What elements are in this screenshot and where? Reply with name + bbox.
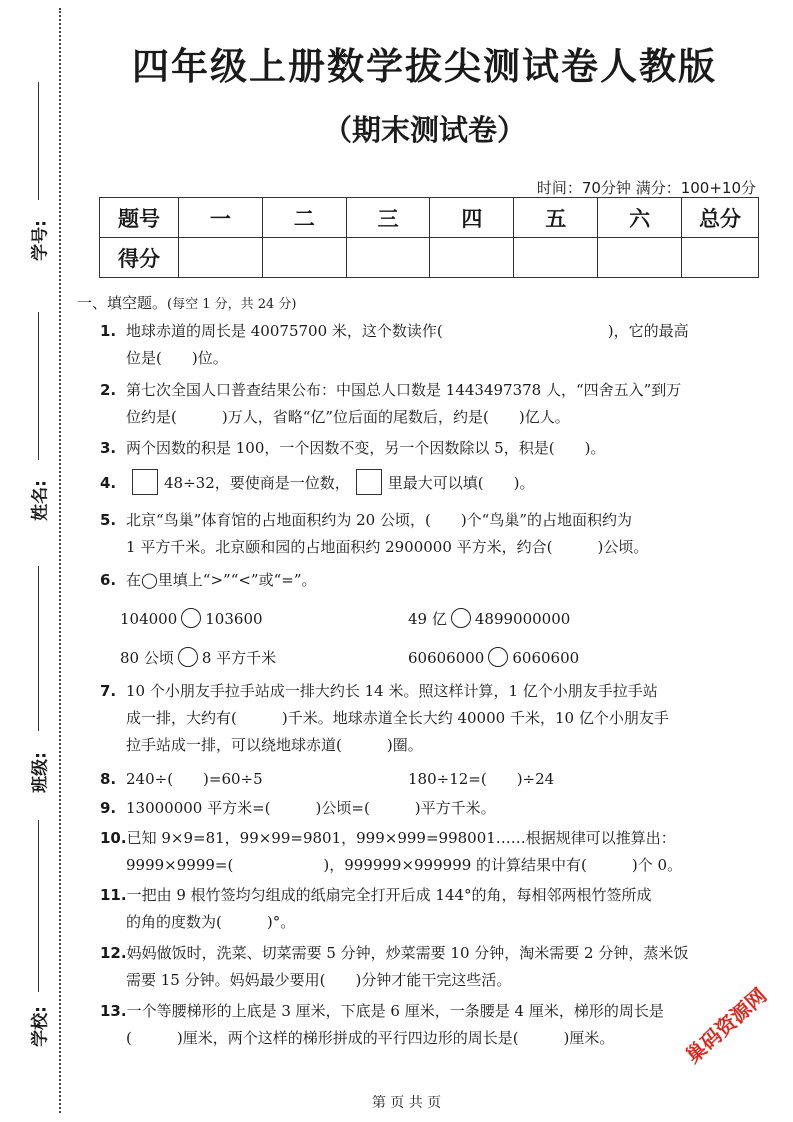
score-header-cell: 一 <box>179 198 263 238</box>
question-number: 5. <box>100 511 117 529</box>
score-header-cell: 二 <box>262 198 346 238</box>
question-number: 10. <box>100 829 127 847</box>
time-info: 时间：70分钟 满分：100+10分 <box>536 179 756 197</box>
score-cell[interactable] <box>430 238 514 278</box>
question-text: 位约是( )万人，省略“亿”位后面的尾数后，约是( )亿人。 <box>126 408 570 426</box>
question-text: 1 平方千米。北京颐和园的占地面积约 2900000 平方米，约合( )公顷。 <box>126 538 649 556</box>
page-subtitle: （期末测试卷） <box>322 113 526 147</box>
section-title: 一、填空题。 <box>77 294 168 312</box>
score-cell[interactable] <box>682 238 759 278</box>
score-header-cell: 总分 <box>682 198 759 238</box>
question-text: 里最大可以填( )。 <box>387 474 535 492</box>
compare-circle[interactable] <box>488 647 508 667</box>
question-1 <box>100 318 750 372</box>
score-cell[interactable] <box>514 238 598 278</box>
question-text: 拉手站成一排，可以绕地球赤道( )圈。 <box>126 736 423 754</box>
question-text: 48÷32，要使商是一位数， <box>164 474 350 492</box>
score-header-cell: 三 <box>346 198 430 238</box>
name-line <box>38 312 39 460</box>
question-2 <box>100 377 750 431</box>
score-table-score-row <box>100 238 759 278</box>
watermark: 巢码资源网 <box>680 983 772 1068</box>
question-text: 需要 15 分钟。妈妈最少要用( )分钟才能干完这些活。 <box>126 971 512 989</box>
school-line <box>38 820 39 992</box>
question-text: 北京“鸟巢”体育馆的占地面积约为 20 公顷，( )个“鸟巢”的占地面积约为 <box>126 511 633 529</box>
question-text: 的角的度数为( )°。 <box>126 913 296 931</box>
name-label: 姓名: <box>30 480 51 521</box>
score-cell[interactable] <box>179 238 263 278</box>
question-text: 一个等腰梯形的上底是 3 厘米，下底是 6 厘米，一条腰是 4 厘米，梯形的周长是 <box>126 1002 664 1020</box>
score-cell[interactable] <box>346 238 430 278</box>
compare-item <box>408 608 570 629</box>
question-text: 在◯里填上“>”“<”或“=”。 <box>126 571 317 589</box>
compare-item <box>120 608 263 628</box>
question-number: 3. <box>100 439 117 457</box>
compare-right: 103600 <box>205 610 263 628</box>
question-text: 9999×9999=( )，999999×999999 的计算结果中有( )个 0。 <box>126 856 683 874</box>
blank-box[interactable] <box>356 469 382 495</box>
question-text: ( )厘米，两个这样的梯形拼成的平行四边形的周长是( )厘米。 <box>126 1029 615 1047</box>
question-text: 13000000 平方米=( )公顷=( )平方千米。 <box>126 799 496 817</box>
question-4 <box>100 469 750 497</box>
question-number: 13. <box>100 1002 127 1020</box>
compare-left: 60606000 <box>408 649 485 667</box>
compare-item <box>120 647 276 668</box>
question-12 <box>100 940 750 994</box>
compare-right: 8 平方千米 <box>201 649 277 667</box>
question-5 <box>100 507 750 561</box>
question-number: 8. <box>100 770 117 788</box>
compare-left: 80 公顷 <box>120 649 174 667</box>
question-number: 9. <box>100 799 117 817</box>
question-text: 240÷( )=60÷5 <box>126 770 263 788</box>
compare-right: 4899000000 <box>474 610 571 628</box>
compare-left: 49 亿 <box>408 610 447 628</box>
score-header-cell: 四 <box>430 198 514 238</box>
score-cell[interactable] <box>262 238 346 278</box>
cut-line <box>59 8 61 1113</box>
question-text: 妈妈做饭时，洗菜、切菜需要 5 分钟，炒菜需要 10 分钟，淘米需要 2 分钟，蒸米饭 <box>126 944 689 962</box>
question-text: 两个因数的积是 100，一个因数不变，另一个因数除以 5，积是( )。 <box>126 439 606 457</box>
question-number: 1. <box>100 322 117 340</box>
question-number: 6. <box>100 571 117 589</box>
question-6 <box>100 567 750 594</box>
score-header-cell: 六 <box>598 198 682 238</box>
question-11 <box>100 882 750 936</box>
page-footer: 第 页 共 页 <box>371 1095 442 1111</box>
question-text: 一把由 9 根竹签均匀组成的纸扇完全打开后成 144°的角，每相邻两根竹签所成 <box>126 886 652 904</box>
score-cell[interactable] <box>598 238 682 278</box>
compare-right: 6060600 <box>512 649 580 667</box>
compare-circle[interactable] <box>181 608 201 628</box>
section-heading <box>77 292 297 313</box>
question-text: 第七次全国人口普查结果公布：中国总人口数是 1443497378 人，“四舍五入”到万 <box>126 381 682 399</box>
score-header-cell: 题号 <box>100 198 179 238</box>
section-note: (每空 1 分，共 24 分) <box>167 297 297 312</box>
score-table-header-row <box>100 198 759 238</box>
compare-circle[interactable] <box>178 647 198 667</box>
question-text: 成一排，大约有( )千米。地球赤道全长大约 40000 千米，10 亿个小朋友手 <box>126 709 669 727</box>
student-no-label: 学号: <box>30 220 51 261</box>
compare-left: 104000 <box>120 610 178 628</box>
score-header-cell: 五 <box>514 198 598 238</box>
page-title: 四年级上册数学拔尖测试卷人教版 <box>132 45 717 88</box>
class-line <box>38 566 39 731</box>
question-9 <box>100 795 750 822</box>
question-text: 180÷12=( )÷24 <box>408 770 555 788</box>
question-10 <box>100 825 750 879</box>
question-3 <box>100 435 750 462</box>
question-number: 2. <box>100 381 117 399</box>
question-text: 位是( )位。 <box>126 349 228 367</box>
question-number: 7. <box>100 682 117 700</box>
compare-item <box>408 647 579 667</box>
question-text: 已知 9×9=81，99×99=9801，999×999=998001……根据规律可以推算出： <box>126 829 676 847</box>
class-label: 班级: <box>30 752 51 793</box>
compare-circle[interactable] <box>451 608 471 628</box>
question-13 <box>100 998 750 1052</box>
question-8 <box>100 766 750 793</box>
question-number: 12. <box>100 944 127 962</box>
binding-margin <box>0 0 62 1122</box>
question-number: 11. <box>100 886 127 904</box>
blank-box[interactable] <box>132 469 158 495</box>
score-table <box>99 197 759 278</box>
question-text: 地球赤道的周长是 40075700 米，这个数读作( )，它的最高 <box>126 322 689 340</box>
question-text: 10 个小朋友手拉手站成一排大约长 14 米。照这样计算，1 亿个小朋友手拉手站 <box>126 682 658 700</box>
school-label: 学校: <box>30 1006 51 1047</box>
score-row-label: 得分 <box>100 238 179 278</box>
question-7 <box>100 678 750 759</box>
question-number: 4. <box>100 474 117 492</box>
